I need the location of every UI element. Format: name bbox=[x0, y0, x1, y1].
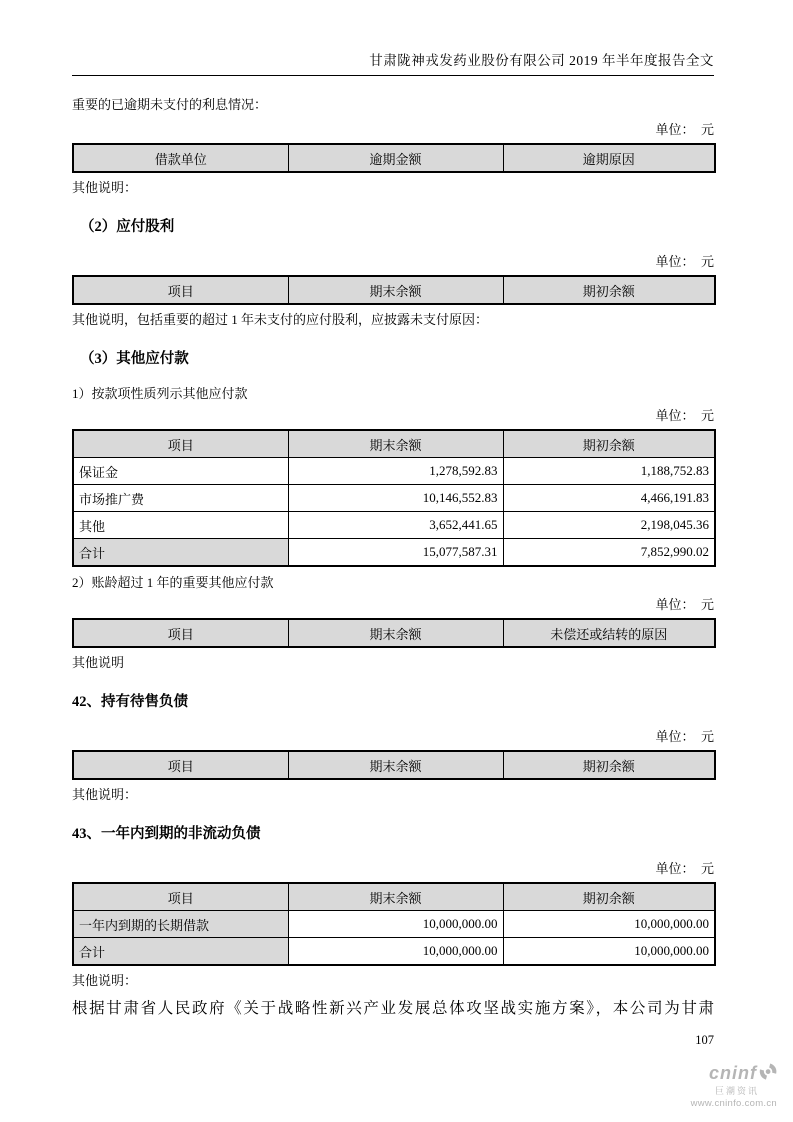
table-row bbox=[73, 512, 715, 539]
col-header-item: 项目 bbox=[73, 883, 288, 911]
col-header-overdue-amount: 逾期金额 bbox=[288, 144, 503, 172]
cninfo-logo bbox=[691, 1062, 777, 1109]
due-within-one-year-table bbox=[72, 882, 716, 966]
row-ending-value: 10,000,000.00 bbox=[288, 938, 503, 966]
page-content bbox=[72, 0, 714, 1048]
row-beginning-value: 2,198,045.36 bbox=[503, 512, 715, 539]
row-ending-value: 15,077,587.31 bbox=[288, 539, 503, 567]
table-header-row bbox=[73, 619, 715, 647]
page-number: 107 bbox=[695, 1033, 714, 1047]
held-for-sale-note: 其他说明： bbox=[72, 787, 138, 802]
section-title-due-within-one-year: 43、一年内到期的非流动负债 bbox=[72, 826, 261, 842]
cninfo-swirl-icon bbox=[755, 1060, 779, 1088]
table-header-row bbox=[73, 883, 715, 911]
overdue-interest-intro: 重要的已逾期未支付的利息情况： bbox=[72, 97, 268, 112]
col-header-item: 项目 bbox=[73, 751, 288, 779]
aged-other-payables-table bbox=[72, 618, 716, 648]
col-header-ending-balance: 期末余额 bbox=[288, 430, 503, 458]
col-header-ending-balance: 期末余额 bbox=[288, 619, 503, 647]
unit-label: 单位： 元 bbox=[655, 729, 714, 744]
col-header-ending-balance: 期末余额 bbox=[288, 276, 503, 304]
row-item-total: 合计 bbox=[73, 539, 288, 567]
dividends-payable-table bbox=[72, 275, 716, 305]
section-title-other-payables: （3）其他应付款 bbox=[80, 351, 189, 367]
unit-label: 单位： 元 bbox=[655, 408, 714, 423]
unit-label: 单位： 元 bbox=[655, 861, 714, 876]
dividends-payable-note: 其他说明，包括重要的超过 1 年未支付的应付股利，应披露未支付原因： bbox=[72, 312, 489, 327]
unit-label: 单位： 元 bbox=[655, 254, 714, 269]
section-title-dividends-payable: （2）应付股利 bbox=[80, 219, 175, 235]
overdue-interest-table bbox=[72, 143, 716, 173]
logo-chinese-name: 巨潮资讯 bbox=[714, 1085, 759, 1096]
section-title-held-for-sale: 42、持有待售负债 bbox=[72, 694, 188, 710]
other-payables-by-nature-label: 1）按款项性质列示其他应付款 bbox=[72, 386, 248, 401]
table-row bbox=[73, 458, 715, 485]
row-beginning-value: 7,852,990.02 bbox=[503, 539, 715, 567]
col-header-beginning-balance: 期初余额 bbox=[503, 883, 715, 911]
other-payables-aged-label: 2）账龄超过 1 年的重要其他应付款 bbox=[72, 575, 274, 590]
aged-other-payables-note: 其他说明 bbox=[72, 655, 125, 670]
table-row-total bbox=[73, 539, 715, 567]
row-ending-value: 3,652,441.65 bbox=[288, 512, 503, 539]
row-item-long-term-loans-due: 一年内到期的长期借款 bbox=[73, 911, 288, 938]
col-header-beginning-balance: 期初余额 bbox=[503, 276, 715, 304]
col-header-item: 项目 bbox=[73, 619, 288, 647]
col-header-ending-balance: 期末余额 bbox=[288, 883, 503, 911]
col-header-beginning-balance: 期初余额 bbox=[503, 751, 715, 779]
overdue-interest-note: 其他说明： bbox=[72, 180, 138, 195]
table-header-row bbox=[73, 144, 715, 172]
table-row bbox=[73, 485, 715, 512]
table-row bbox=[73, 911, 715, 938]
col-header-item: 项目 bbox=[73, 276, 288, 304]
row-item-other: 其他 bbox=[73, 512, 288, 539]
row-beginning-value: 1,188,752.83 bbox=[503, 458, 715, 485]
row-item-marketing-fee: 市场推广费 bbox=[73, 485, 288, 512]
col-header-overdue-reason: 逾期原因 bbox=[503, 144, 715, 172]
col-header-unsettled-reason: 未偿还或结转的原因 bbox=[503, 619, 715, 647]
other-payables-table bbox=[72, 429, 716, 567]
row-ending-value: 1,278,592.83 bbox=[288, 458, 503, 485]
row-item-total: 合计 bbox=[73, 938, 288, 966]
explanation-paragraph: 根据甘肃省人民政府《关于战略性新兴产业发展总体攻坚战实施方案》，本公司为甘肃 bbox=[72, 1000, 714, 1017]
col-header-ending-balance: 期末余额 bbox=[288, 751, 503, 779]
header-rule bbox=[72, 75, 714, 76]
held-for-sale-table bbox=[72, 750, 716, 780]
row-beginning-value: 10,000,000.00 bbox=[503, 911, 715, 938]
col-header-item: 项目 bbox=[73, 430, 288, 458]
unit-label: 单位： 元 bbox=[655, 122, 714, 137]
row-ending-value: 10,146,552.83 bbox=[288, 485, 503, 512]
col-header-beginning-balance: 期初余额 bbox=[503, 430, 715, 458]
report-header-title: 甘肃陇神戎发药业股份有限公司 2019 年半年度报告全文 bbox=[369, 53, 714, 68]
logo-brand-text: cninf bbox=[709, 1062, 757, 1083]
col-header-borrower: 借款单位 bbox=[73, 144, 288, 172]
table-header-row bbox=[73, 276, 715, 304]
logo-url-text: www.cninfo.com.cn bbox=[690, 1097, 777, 1109]
row-beginning-value: 10,000,000.00 bbox=[503, 938, 715, 966]
cninfo-logo-top bbox=[691, 1062, 777, 1086]
table-header-row bbox=[73, 430, 715, 458]
row-ending-value: 10,000,000.00 bbox=[288, 911, 503, 938]
due-within-one-year-note: 其他说明： bbox=[72, 973, 138, 988]
table-header-row bbox=[73, 751, 715, 779]
table-row-total bbox=[73, 938, 715, 966]
row-beginning-value: 4,466,191.83 bbox=[503, 485, 715, 512]
unit-label: 单位： 元 bbox=[655, 597, 714, 612]
row-item-deposit: 保证金 bbox=[73, 458, 288, 485]
